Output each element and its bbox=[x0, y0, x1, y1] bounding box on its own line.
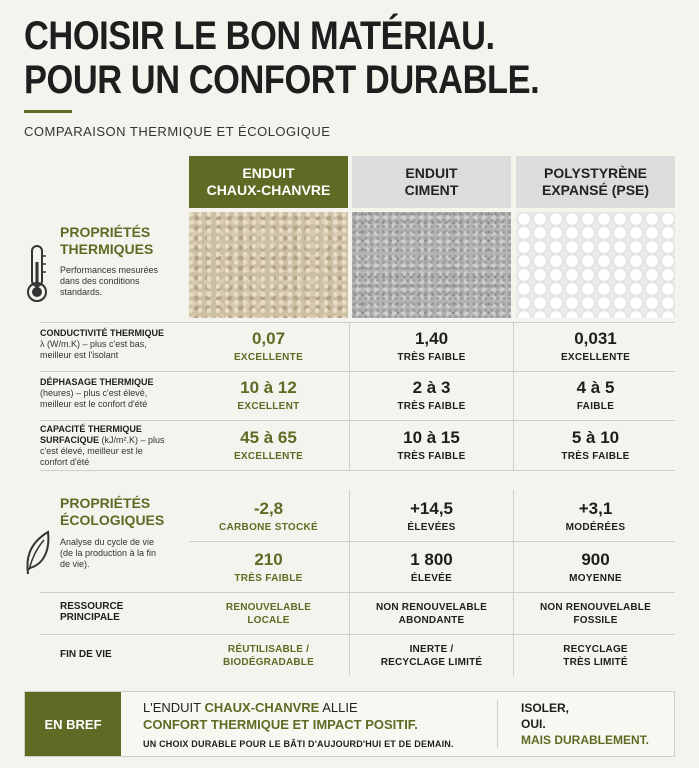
row-label-conductivite: CONDUCTIVITÉ THERMIQUE λ (W/m.K) – plus c'est bas, meilleur est l'isolant bbox=[40, 328, 165, 360]
column-header-chaux-chanvre: ENDUIT CHAUX-CHANVRE bbox=[189, 156, 348, 208]
page-subtitle: COMPARAISON THERMIQUE ET ÉCOLOGIQUE bbox=[24, 124, 331, 139]
cell-chaux-dephasage: 10 à 12 EXCELLENT bbox=[237, 378, 300, 412]
row-divider bbox=[40, 470, 675, 471]
title-divider bbox=[24, 110, 72, 113]
ecological-section-heading: PROPRIÉTÉS ÉCOLOGIQUES bbox=[60, 495, 165, 528]
column-header-ciment: ENDUIT CIMENT bbox=[352, 156, 511, 208]
column-divider bbox=[349, 490, 350, 676]
column-header-pse: POLYSTYRÈNE EXPANSÉ (PSE) bbox=[516, 156, 675, 208]
cell-ciment-conductivite: 1,40 TRÈS FAIBLE bbox=[397, 329, 466, 363]
summary-text: L'ENDUIT CHAUX-CHANVRE ALLIE CONFORT THERMIQUE ET IMPACT POSITIF. UN CHOIX DURABLE POUR LE BÂTI D'AUJOURD'HUI ET DE DEMAIN. bbox=[143, 700, 454, 749]
cell-pse-carbone: +3,1 MODÉRÉES bbox=[565, 499, 626, 533]
summary-badge: EN BREF bbox=[25, 692, 121, 756]
cell-ciment-ressource: NON RENOUVELABLE ABONDANTE bbox=[376, 601, 487, 626]
cell-ciment-fin-de-vie: INERTE / RECYCLAGE LIMITÉ bbox=[380, 643, 483, 668]
cell-pse-conductivite: 0,031 EXCELLENTE bbox=[560, 329, 631, 363]
cell-pse-capacite: 5 à 10 TRÈS FAIBLE bbox=[561, 427, 630, 462]
cell-chaux-conductivite: 0,07 EXCELLENTE bbox=[233, 329, 304, 363]
cell-pse-fin-de-vie: RECYCLAGE TRÈS LIMITÉ bbox=[563, 643, 628, 668]
ecological-section-description: Analyse du cycle de vie (de la production à la fin de vie). bbox=[60, 537, 157, 569]
texture-pse-image bbox=[516, 212, 675, 318]
cell-chaux-carbone: -2,8 CARBONE STOCKÉ bbox=[218, 499, 319, 533]
title-line-2: POUR UN CONFORT DURABLE. bbox=[24, 58, 540, 102]
title-line-1: CHOISIR LE BON MATÉRIAU. bbox=[24, 14, 495, 58]
cell-ciment-capacite: 10 à 15 TRÈS FAIBLE bbox=[397, 427, 466, 462]
cell-pse-energie: 900 MOYENNE bbox=[569, 549, 622, 584]
row-label-ressource: RESSOURCE PRINCIPALE bbox=[60, 601, 124, 623]
row-label-fin-de-vie: FIN DE VIE bbox=[60, 649, 112, 660]
thermal-section-description: Performances mesurées dans des conditions standards. bbox=[60, 265, 159, 297]
cell-pse-dephasage: 4 à 5 FAIBLE bbox=[576, 378, 615, 412]
page-title bbox=[24, 14, 660, 102]
thermometer-icon bbox=[24, 244, 50, 304]
cell-ciment-carbone: +14,5 ÉLEVÉES bbox=[407, 499, 456, 533]
cell-chaux-energie: 210 TRÈS FAIBLE bbox=[234, 549, 303, 584]
row-label-capacite: CAPACITÉ THERMIQUE SURFACIQUE (kJ/m².K) – plus c'est élevé, meilleur est le confort d'été bbox=[40, 424, 165, 467]
column-divider bbox=[349, 322, 350, 470]
summary-banner bbox=[24, 691, 675, 757]
cell-chaux-fin-de-vie: RÉUTILISABLE / BIODÉGRADABLE bbox=[223, 643, 314, 668]
cell-chaux-ressource: RENOUVELABLE LOCALE bbox=[225, 601, 312, 626]
cell-ciment-dephasage: 2 à 3 TRÈS FAIBLE bbox=[397, 378, 466, 412]
cell-pse-ressource: NON RENOUVELABLE FOSSILE bbox=[540, 601, 651, 626]
thermal-section-heading: PROPRIÉTÉS THERMIQUES bbox=[60, 224, 154, 257]
summary-divider bbox=[497, 700, 498, 748]
column-divider bbox=[513, 490, 514, 676]
texture-chaux-chanvre-image bbox=[189, 212, 348, 318]
leaf-icon bbox=[22, 530, 52, 576]
cell-ciment-energie: 1 800 ÉLEVÉE bbox=[410, 549, 453, 584]
column-divider bbox=[513, 322, 514, 470]
cell-chaux-capacite: 45 à 65 EXCELLENTE bbox=[233, 427, 304, 462]
summary-tagline: ISOLER, OUI. MAIS DURABLEMENT. bbox=[521, 701, 649, 747]
row-label-dephasage: DÉPHASAGE THERMIQUE (heures) – plus c'est élevé, meilleur est le confort d'été bbox=[40, 377, 154, 409]
texture-ciment-image bbox=[352, 212, 511, 318]
